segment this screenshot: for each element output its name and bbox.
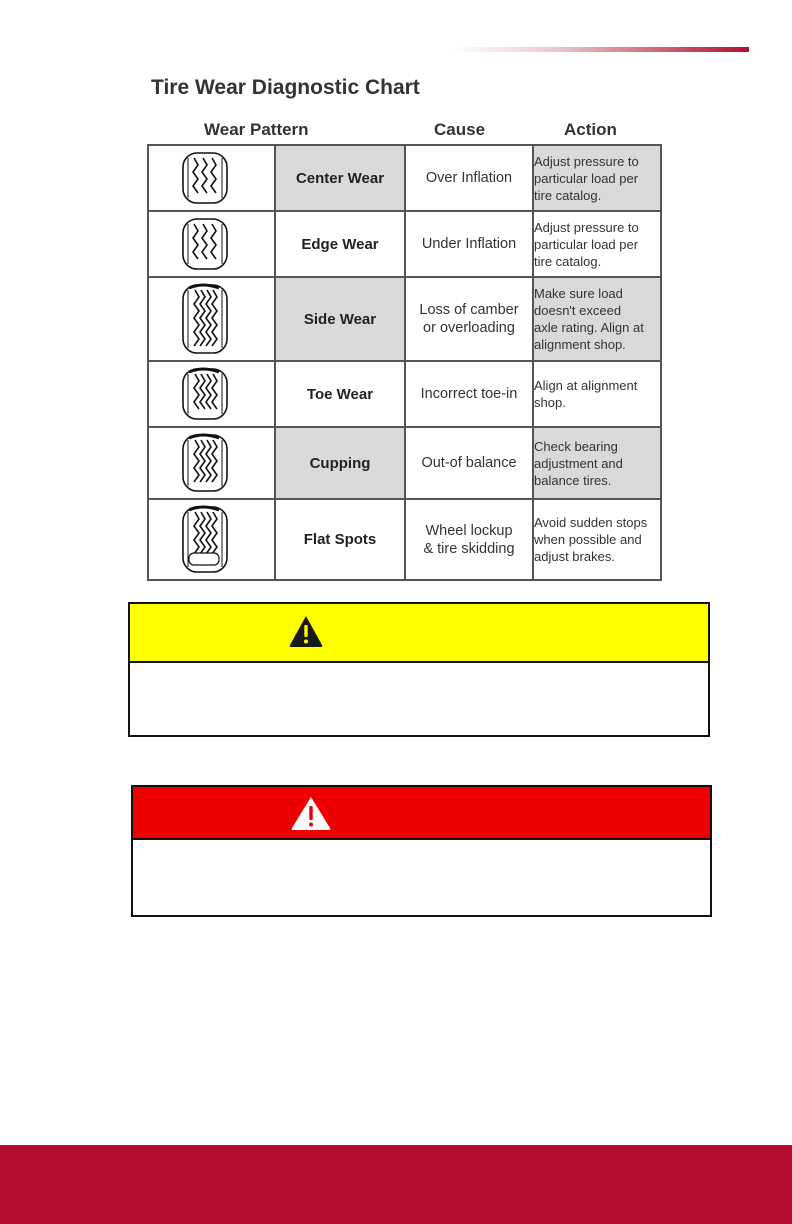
wear-name-cell	[275, 361, 405, 427]
tire-tread-icon	[177, 432, 237, 494]
action-line: Adjust pressure to	[534, 219, 639, 235]
table-row	[148, 211, 661, 277]
wear-name: Cupping	[309, 454, 371, 472]
wear-name: Flat Spots	[303, 531, 377, 548]
cause-cell	[405, 211, 533, 277]
action-line: tire catalog.	[534, 187, 602, 203]
action-line: particular load per	[534, 236, 639, 252]
wear-name-cell	[275, 277, 405, 361]
action-cell	[533, 211, 661, 277]
wear-pattern-cell	[148, 499, 275, 580]
action-cell	[533, 277, 661, 361]
cause-line: Under Inflation	[421, 236, 517, 252]
action-cell	[533, 361, 661, 427]
wear-name-cell	[275, 211, 405, 277]
wear-name: Side Wear	[303, 310, 377, 328]
cause-cell	[405, 499, 533, 580]
cause-line: or overloading	[423, 320, 515, 336]
action-line: axle rating. Align at	[534, 320, 644, 335]
cause-cell	[405, 361, 533, 427]
action-line: tire catalog.	[534, 253, 602, 269]
table-row	[148, 361, 661, 427]
wear-name: Edge Wear	[301, 235, 379, 253]
wear-name-cell	[275, 499, 405, 580]
chart-title: Tire Wear Diagnostic Chart	[151, 76, 420, 99]
action-line: doesn't exceed	[534, 303, 622, 318]
caution-band	[130, 604, 708, 663]
warning-notice	[131, 785, 712, 917]
tire-tread-icon	[177, 282, 237, 356]
wear-pattern-cell	[148, 361, 275, 427]
table-row	[148, 499, 661, 580]
cause-line: Wheel lockup	[425, 522, 513, 539]
table-row	[148, 277, 661, 361]
action-line: Avoid sudden stops	[534, 515, 648, 530]
action-line: alignment shop.	[534, 337, 626, 352]
action-line: adjust brakes.	[534, 549, 615, 564]
wear-pattern-cell	[148, 211, 275, 277]
cause-cell	[405, 277, 533, 361]
action-line: shop.	[534, 395, 566, 410]
warning-triangle-icon	[288, 614, 324, 648]
cause-line: Out-of balance	[421, 455, 517, 471]
action-cell	[533, 499, 661, 580]
cause-line: Loss of camber	[419, 302, 519, 318]
footer-bar	[0, 1145, 792, 1224]
tire-tread-icon	[177, 216, 237, 272]
action-line: balance tires.	[534, 472, 612, 488]
table-row	[148, 427, 661, 499]
action-line: adjustment and	[534, 455, 623, 471]
column-header-cause: Cause	[434, 120, 486, 139]
tire-tread-icon	[177, 504, 237, 575]
cause-cell	[405, 145, 533, 211]
action-line: particular load per	[534, 170, 639, 186]
caution-notice	[128, 602, 710, 737]
cause-line: Incorrect toe-in	[420, 386, 518, 402]
wear-pattern-cell	[148, 427, 275, 499]
wear-name-cell	[275, 427, 405, 499]
tire-tread-icon	[177, 150, 237, 206]
wear-name: Center Wear	[295, 169, 385, 187]
warning-band	[133, 787, 710, 840]
wear-pattern-cell	[148, 277, 275, 361]
action-cell	[533, 427, 661, 499]
action-line: when possible and	[534, 532, 642, 547]
tire-tread-icon	[177, 366, 237, 422]
action-line: Align at alignment	[534, 378, 638, 393]
diagnostic-table	[147, 144, 662, 581]
wear-pattern-cell	[148, 145, 275, 211]
warning-triangle-icon	[290, 795, 332, 831]
cause-line: Over Inflation	[425, 170, 513, 186]
action-line: Adjust pressure to	[534, 153, 639, 169]
header-accent-rule	[455, 47, 749, 52]
column-header-wear-pattern: Wear Pattern	[204, 120, 309, 139]
wear-name-cell	[275, 145, 405, 211]
table-row	[148, 145, 661, 211]
action-line: Check bearing	[534, 438, 618, 454]
tire-wear-chart	[147, 70, 667, 582]
action-line: Make sure load	[534, 286, 623, 301]
wear-name: Toe Wear	[306, 385, 374, 403]
column-header-action: Action	[564, 120, 617, 139]
action-cell	[533, 145, 661, 211]
cause-line: & tire skidding	[423, 540, 515, 557]
cause-cell	[405, 427, 533, 499]
